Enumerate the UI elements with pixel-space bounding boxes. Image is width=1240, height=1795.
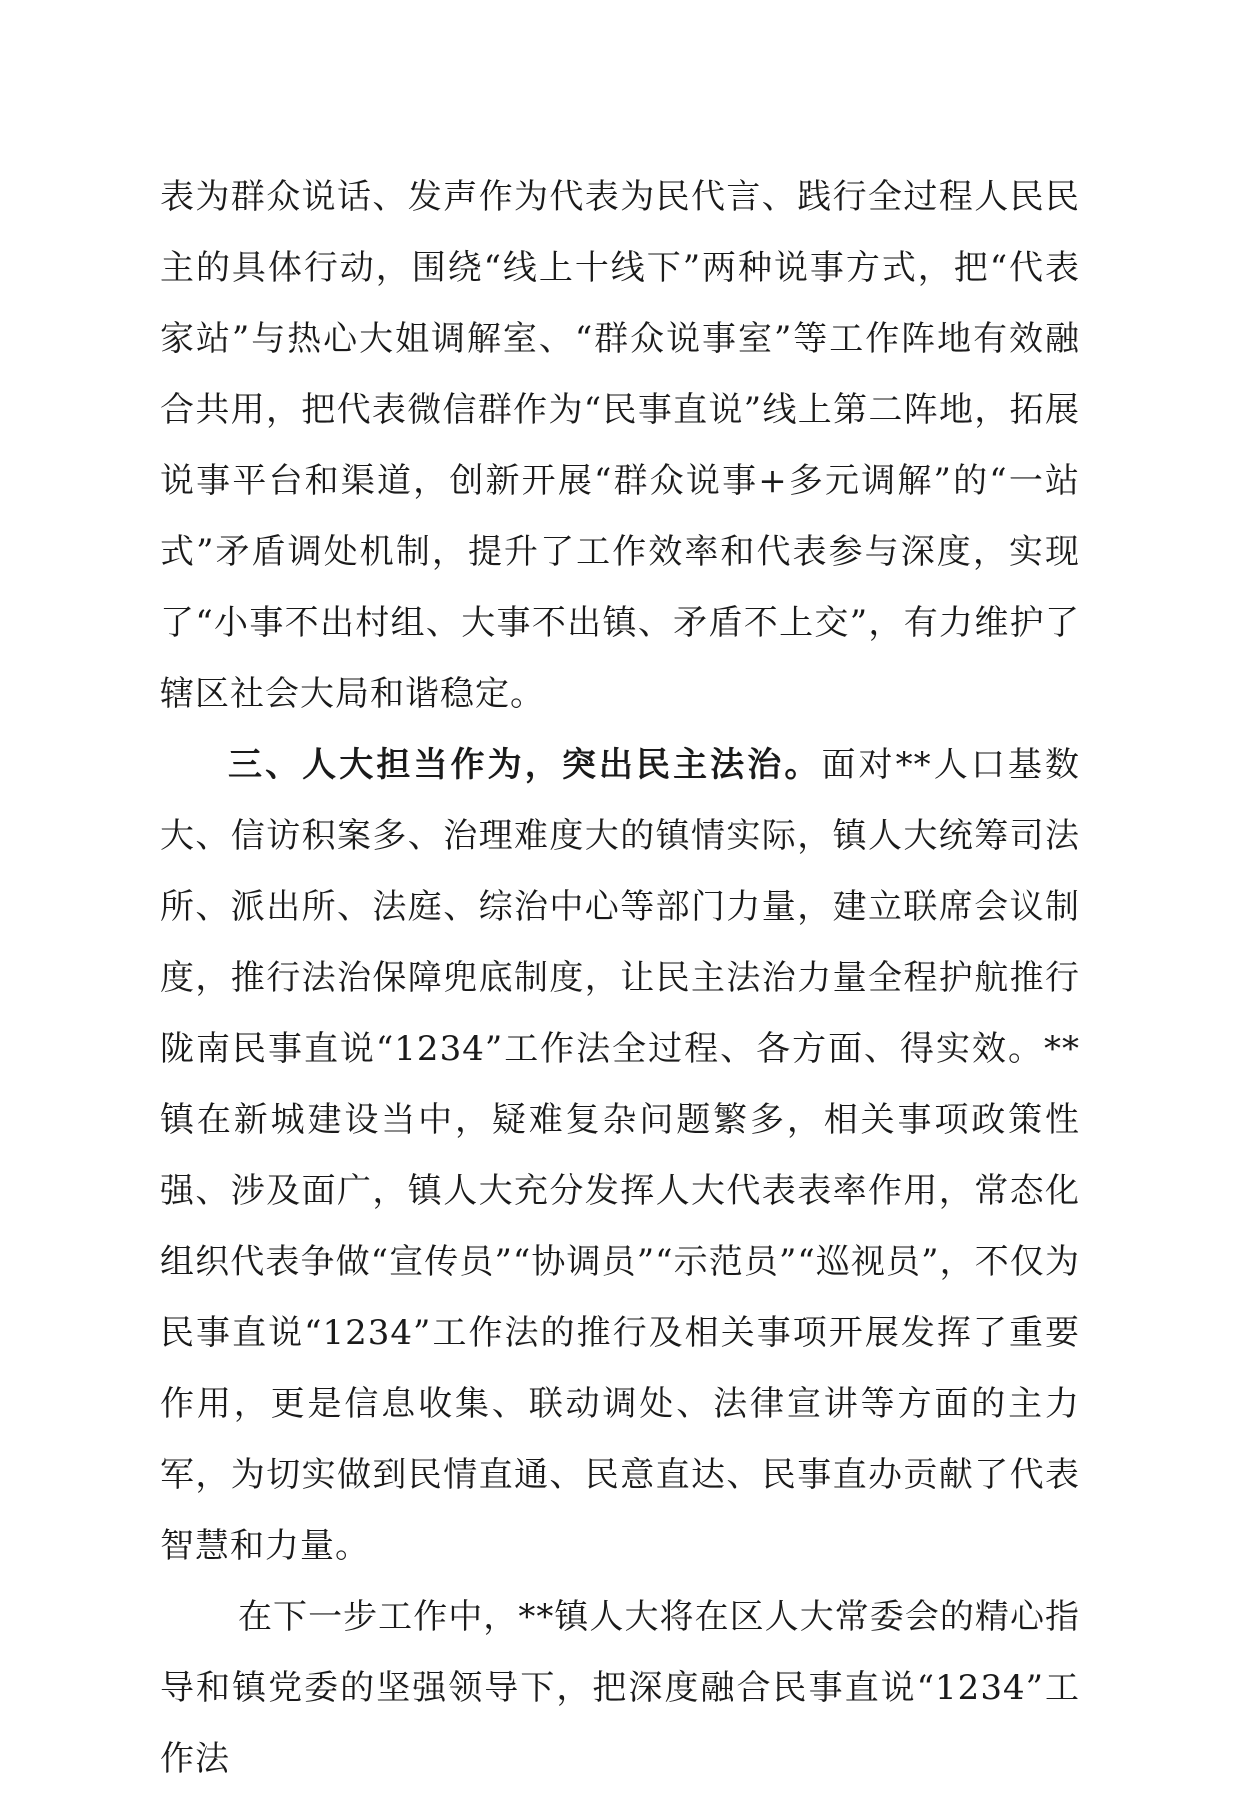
paragraph-next-steps <box>160 1582 1080 1795</box>
document-body <box>160 162 1080 1795</box>
paragraph-continuation <box>160 162 1080 730</box>
paragraph-section-three <box>160 730 1080 1582</box>
paragraph-text: 在下一步工作中，**镇人大将在区人大常委会的精心指导和镇党委的坚强领导下，把深度融合民事直说“1234”工作法 <box>160 1597 1080 1779</box>
section-heading: 三、人大担当作为，突出民主法治。 <box>228 745 822 785</box>
paragraph-text: 表为群众说话、发声作为代表为民代言、践行全过程人民民主的具体行动，围绕“线上十线下”两种说事方式，把“代表家站”与热心大姐调解室、“群众说事室”等工作阵地有效融合共用，把代表微信群作为“民事直说”线上第二阵地，拓展说事平台和渠道，创新开展“群众说事+多元调解”的“一站式”矛盾调处机制，提升了工作效率和代表参与深度，实现了“小事不出村组、大事不出镇、矛盾不上交”，有力维护了辖区社会大局和谐稳定。 <box>160 177 1080 714</box>
paragraph-text: 面对**人口基数大、信访积案多、治理难度大的镇情实际，镇人大统筹司法所、派出所、法庭、综治中心等部门力量，建立联席会议制度，推行法治保障兜底制度，让民主法治力量全程护航推行陇南民事直说“1234”工作法全过程、各方面、得实效。**镇在新城建设当中，疑难复杂问题繁多，相关事项政策性强、涉及面广，镇人大充分发挥人大代表表率作用，常态化组织代表争做“宣传员”“协调员”“示范员”“巡视员”，不仅为民事直说“1234”工作法的推行及相关事项开展发挥了重要作用，更是信息收集、联动调处、法律宣讲等方面的主力军，为切实做到民情直通、民意直达、民事直办贡献了代表智慧和力量。 <box>160 745 1080 1566</box>
